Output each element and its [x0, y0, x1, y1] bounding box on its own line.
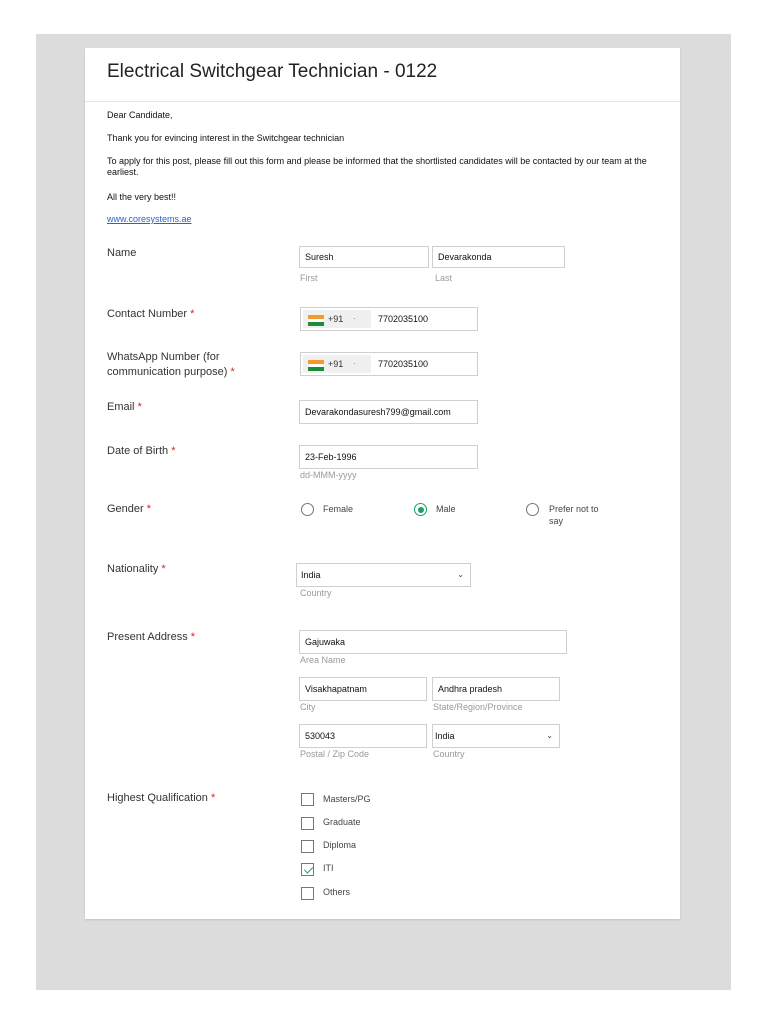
- state-sublabel: State/Region/Province: [433, 702, 523, 712]
- required-marker: *: [190, 308, 195, 320]
- prefer-not-line2: say: [549, 516, 564, 526]
- required-marker: *: [230, 366, 235, 378]
- india-flag-icon: [308, 360, 324, 371]
- country-sublabel: Country: [433, 749, 465, 759]
- gender-label: [107, 502, 151, 517]
- intro-greeting: Dear Candidate,: [107, 110, 173, 120]
- contact-number-value: 7702035100: [378, 314, 429, 324]
- whatsapp-label-line1: WhatsApp Number (for: [107, 351, 220, 363]
- chevron-down-icon: ⌄: [457, 570, 464, 579]
- form-title: Electrical Switchgear Technician - 0122: [107, 61, 438, 82]
- gender-label-text: Gender: [107, 503, 144, 515]
- last-name-input[interactable]: Devarakonda: [432, 246, 565, 268]
- qualification-masters-label: Masters/PG: [323, 794, 371, 804]
- whatsapp-label-line2: communication purpose): [107, 366, 228, 378]
- first-name-input[interactable]: Suresh: [299, 246, 429, 268]
- present-address-label: [107, 630, 195, 645]
- nationality-label-text: Nationality: [107, 563, 159, 575]
- city-sublabel: City: [300, 702, 316, 712]
- required-marker: *: [161, 563, 166, 575]
- email-input[interactable]: Devarakondasuresh799@gmail.com: [299, 400, 478, 424]
- required-marker: *: [171, 445, 176, 457]
- qualification-iti-label: ITI: [323, 863, 334, 873]
- qualification-diploma-checkbox[interactable]: [301, 840, 314, 853]
- nationality-value: India: [301, 570, 321, 580]
- country-select[interactable]: [432, 724, 560, 748]
- code-separator: ·: [353, 314, 356, 323]
- postal-code-input[interactable]: 530043: [299, 724, 427, 748]
- first-name-sublabel: First: [300, 273, 318, 283]
- gender-male-label: Male: [436, 504, 456, 514]
- dob-format-hint: dd-MMM-yyyy: [300, 470, 357, 480]
- country-value: India: [435, 731, 455, 741]
- whatsapp-number-label: [107, 350, 235, 380]
- nationality-label: [107, 562, 166, 577]
- name-label: Name: [107, 247, 137, 259]
- whatsapp-number-field[interactable]: [300, 352, 478, 376]
- code-separator: ·: [353, 359, 356, 368]
- contact-number-label: [107, 307, 194, 322]
- qualification-label-text: Highest Qualification: [107, 792, 208, 804]
- intro-thanks: Thank you for evincing interest in the Switchgear technician: [107, 133, 345, 143]
- city-input[interactable]: Visakhapatnam: [299, 677, 427, 701]
- country-code-selector[interactable]: [303, 355, 371, 373]
- email-label: [107, 400, 142, 415]
- country-code: +91: [328, 359, 344, 369]
- dob-input[interactable]: 23-Feb-1996: [299, 445, 478, 469]
- intro-wish: All the very best!!: [107, 192, 177, 202]
- gender-prefer-not-label: [549, 503, 599, 527]
- checkmark-icon: [304, 864, 313, 873]
- qualification-label: [107, 791, 215, 806]
- qualification-others-label: Others: [323, 887, 351, 897]
- qualification-others-checkbox[interactable]: [301, 887, 314, 900]
- required-marker: *: [137, 401, 142, 413]
- required-marker: *: [146, 503, 152, 515]
- last-name-sublabel: Last: [435, 273, 453, 283]
- present-address-label-text: Present Address: [107, 631, 188, 643]
- nationality-sublabel: Country: [300, 588, 332, 598]
- email-label-text: Email: [107, 401, 135, 413]
- postal-code-sublabel: Postal / Zip Code: [300, 749, 370, 759]
- contact-number-field[interactable]: [300, 307, 478, 331]
- prefer-not-line1: Prefer not to: [549, 504, 599, 514]
- company-link[interactable]: www.coresystems.ae: [107, 214, 192, 224]
- qualification-diploma-label: Diploma: [323, 840, 357, 850]
- intro-apply: To apply for this post, please fill out this form and please be informed that the shortlisted candidates will be contacted by our team at the earliest.: [107, 156, 647, 177]
- country-code: +91: [328, 314, 344, 324]
- area-name-input[interactable]: Gajuwaka: [299, 630, 567, 654]
- gender-female-radio[interactable]: [301, 503, 314, 516]
- qualification-iti-checkbox[interactable]: [301, 863, 314, 876]
- whatsapp-number-value: 7702035100: [378, 359, 429, 369]
- india-flag-icon: [308, 315, 324, 326]
- contact-number-label-text: Contact Number: [107, 308, 188, 320]
- dob-label-text: Date of Birth: [107, 445, 169, 457]
- state-input[interactable]: Andhra pradesh: [432, 677, 560, 701]
- gender-prefer-not-radio[interactable]: [526, 503, 539, 516]
- gender-female-label: Female: [323, 504, 354, 514]
- area-name-sublabel: Area Name: [300, 655, 346, 665]
- chevron-down-icon: ⌄: [546, 731, 553, 740]
- form-header: [85, 48, 680, 102]
- required-marker: *: [210, 792, 216, 804]
- dob-label: [107, 444, 175, 459]
- qualification-graduate-label: Graduate: [323, 817, 361, 827]
- qualification-graduate-checkbox[interactable]: [301, 817, 314, 830]
- nationality-select[interactable]: [296, 563, 471, 587]
- qualification-masters-checkbox[interactable]: [301, 793, 314, 806]
- country-code-selector[interactable]: [303, 310, 371, 328]
- gender-male-radio[interactable]: [414, 503, 427, 516]
- required-marker: *: [190, 631, 196, 643]
- form-card: [85, 48, 680, 919]
